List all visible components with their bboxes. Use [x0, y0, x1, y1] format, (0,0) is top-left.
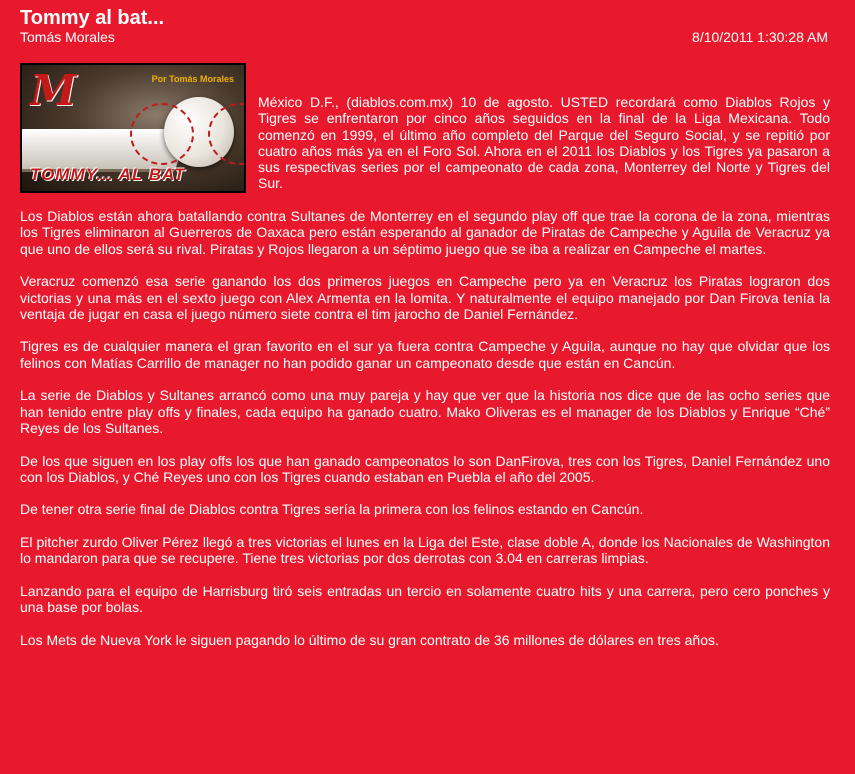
article-paragraph: La serie de Diablos y Sultanes arrancó como una muy pareja y hay que ver que la historia nos dice que de las ocho series que han tenido entre play offs y finales, cada equipo ha ganado cuatro. Mako Oliveras es el manager de los Diablos y Enrique “Ché” Reyes de los Sultanes.	[20, 387, 830, 436]
article-paragraph: Lanzando para el equipo de Harrisburg tiró seis entradas un tercio en solamente cuatro hits y una carrera, pero cero ponches y una base por bolas.	[20, 582, 830, 616]
article-paragraph: Los Mets de Nueva York le siguen pagando lo último de su gran contrato de 36 millones de dólares en tres años.	[20, 631, 719, 648]
article-paragraph: Veracruz comenzó esa serie ganando los dos primeros juegos en Campeche pero ya en Veracruz los Piratas lograron dos victorias y una más en el sexto juego con Alex Armenta en la lomita. Y naturalmente el equipo manejado por Dan Firova tenía la ventaja de jugar en casa el juego número siete contra el tim jarocho de Daniel Fernández.	[20, 273, 830, 322]
article-body	[20, 63, 830, 664]
article-paragraph: Los Diablos están ahora batallando contra Sultanes de Monterrey en el segundo play off que trae la corona de la zona, mientras los Tigres eliminaron al Guerreros de Oaxaca pero están esperando al ganador de Piratas de Campeche y Aguila de Veracruz ya que uno de ellos será su rival. Piratas y Rojos llegaron a un séptimo juego que se iba a realizar en Campeche el martes.	[20, 208, 830, 257]
column-banner-image	[20, 63, 246, 193]
article-paragraph: México D.F., (diablos.com.mx) 10 de agosto. USTED recordará como Diablos Rojos y Tigres se enfrentaron por cinco años seguidos en la final de la Liga Mexicana. Todo comenzó en 1999, el último año completo del Parque del Seguro Social, y se repitió por cuatro años más ya en el Foro Sol. Ahora en el 2011 los Diablos y los Tigres ya pasaron a sus respectivas series por el campeonato de cada zona, Monterrey del Norte y Tigres del Sur.	[258, 94, 830, 192]
diablos-logo: M	[30, 66, 77, 115]
article-paragraph: Tigres es de cualquier manera el gran favorito en el sur ya fuera contra Campeche y Aguila, aunque no hay que olvidar que los felinos con Matías Carrillo de manager no han podido ganar un campeonato desde que están en Cancún.	[20, 338, 830, 371]
article-paragraph: De los que siguen en los play offs los que han ganado campeonatos lo son DanFirova, tres con los Tigres, Daniel Fernández uno con los Diablos, y Ché Reyes uno con los Tigres cuando estaban en Puebla el año del 2005.	[20, 452, 830, 485]
banner-byline: Por Tomás Morales	[151, 74, 234, 84]
article-paragraph: El pitcher zurdo Oliver Pérez llegó a tres victorias el lunes en la Liga del Este, clase doble A, donde los Nacionales de Washington lo mandaron para que se recupere. Tiene tres victorias por dos derrotas con 3.04 en carreras limpias.	[20, 534, 830, 567]
article-author: Tomás Morales	[20, 29, 115, 45]
article-paragraph: De tener otra serie final de Diablos contra Tigres sería la primera con los felinos estando en Cancún.	[20, 501, 644, 518]
article-timestamp: 8/10/2011 1:30:28 AM	[692, 29, 828, 45]
baseball-graphic	[164, 97, 234, 167]
article-title: Tommy al bat...	[20, 7, 165, 29]
banner-slogan: TOMMY... AL BAT	[30, 164, 186, 184]
